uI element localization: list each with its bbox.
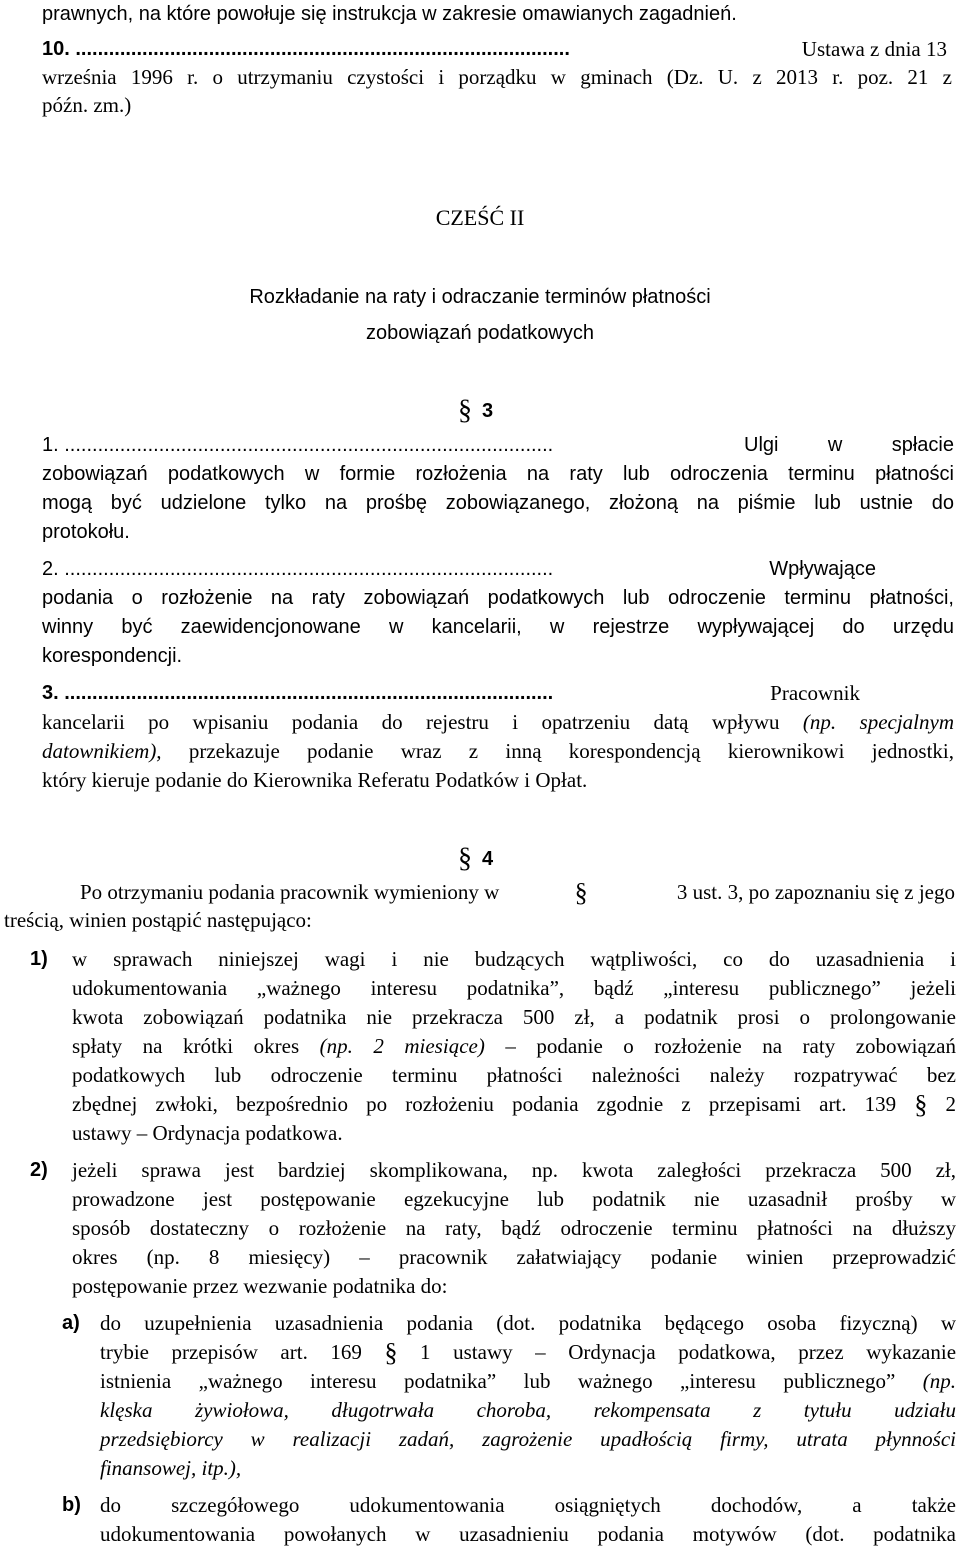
paragraph-number: 3. ........................................................................................ xyxy=(42,682,554,704)
text-line: winny być zaewidencjonowane w kancelarii, w rejestrze wypływającej do urzędu xyxy=(42,616,954,638)
list-marker: a) xyxy=(62,1312,80,1334)
list-marker: b) xyxy=(62,1494,81,1516)
intro-line: treścią, winien postąpić następująco: xyxy=(4,908,312,932)
text-line: datownikiem), przekazuje podanie wraz z inną korespondencją kierownikowi jednostki, xyxy=(42,739,954,763)
text-line: podania o rozłożenie na raty zobowiązań podatkowych lub odroczenie terminu płatności, xyxy=(42,587,954,609)
text-line: protokołu. xyxy=(42,521,130,543)
paragraph-2 xyxy=(42,557,876,581)
text-line: kancelarii po wpisaniu podania do rejestru i opatrzeniu datą wpływu (np. specjalnym xyxy=(42,710,954,734)
paragraph-text: Pracownik xyxy=(770,681,860,705)
list-marker: 1) xyxy=(30,948,48,970)
paragraph-3 xyxy=(42,681,860,705)
text-line: mogą być udzielone tylko na prośbę zobowiązanego, złożoną na piśmie lub ustnie do xyxy=(42,492,954,514)
text-line: sposób dostateczny o rozłożenie na raty, bądź odroczenie terminu płatności na dłuższy xyxy=(72,1216,956,1240)
section-sign-inline: § xyxy=(384,1338,398,1367)
text-line: postępowanie przez wezwanie podatnika do: xyxy=(72,1274,448,1298)
sub-item-a: do uzupełnienia uzasadnienia podania (dot. podatnika będącego osoba fizyczną) w xyxy=(100,1311,956,1335)
list-marker: 2) xyxy=(30,1159,48,1181)
section-sign-inline: § xyxy=(574,878,588,907)
text-line: prowadzone jest postępowanie egzekucyjne lub podatnik nie uzasadnił prośby w xyxy=(72,1187,956,1211)
list-item-10 xyxy=(42,37,947,61)
item-number: 10. ......................................................................................... xyxy=(42,38,570,60)
section-sign-inline: § xyxy=(914,1090,928,1119)
section-number: 4 xyxy=(482,848,494,870)
text-line: ustawy – Ordynacja podatkowa. xyxy=(72,1121,343,1145)
paragraph-text: Wpływające xyxy=(769,558,876,580)
text-line: przedsiębiorcy w realizacji zadań, zagrożenie upadłością firmy, utrata płynności xyxy=(100,1427,956,1451)
text-line: podatkowych lub odroczenie terminu płatności należności należy rozpatrywać bez xyxy=(72,1063,956,1087)
text-line: korespondencji. xyxy=(42,645,183,667)
part-title: Rozkładanie na raty i odraczanie terminów płatności xyxy=(249,286,711,308)
text-line: klęska żywiołowa, długotrwała choroba, rekompensata z tytułu udziału xyxy=(100,1398,956,1422)
text-line: zbędnej zwłoki, bezpośrednio po rozłożeniu podania zgodnie z przepisami art. 139 § 2 xyxy=(72,1090,957,1119)
text-line: września 1996 r. o utrzymaniu czystości i porządku w gminach (Dz. U. z 2013 r. poz. 21 z xyxy=(42,65,952,89)
text-line: istnienia „ważnego interesu podatnika” lub ważnego „interesu publicznego” (np. xyxy=(100,1369,957,1393)
item-text: Ustawa z dnia 13 xyxy=(801,37,947,61)
paragraph-text: Ulgi w spłacie xyxy=(744,434,954,456)
section-sign: § xyxy=(458,395,472,426)
text-line: który kieruje podanie do Kierownika Referatu Podatków i Opłat. xyxy=(42,768,588,792)
text-line: okres (np. 8 miesięcy) – pracownik załatwiający podanie winien przeprowadzić xyxy=(72,1245,956,1269)
intro-line: Po otrzymaniu podania pracownik wymieniony w § 3 ust. 3, po zapoznaniu się z jego xyxy=(80,878,955,907)
text-line: trybie przepisów art. 169 § 1 ustawy – Ordynacja podatkowa, przez wykazanie xyxy=(100,1338,957,1367)
text-line: późn. zm.) xyxy=(42,93,132,117)
text-line: finansowej, itp.), xyxy=(100,1456,242,1480)
paragraph-number: 2. ........................................................................................ xyxy=(42,558,554,580)
part-title-line2: zobowiązań podatkowych xyxy=(366,322,594,344)
text-line: spłaty na krótki okres (np. 2 miesiące) – podanie o rozłożenie na raty zobowiązań xyxy=(72,1034,956,1058)
paragraph-number: 1. ........................................................................................ xyxy=(42,434,554,456)
text-line: udokumentowania powołanych w uzasadnieniu podania motywów (dot. podatnika xyxy=(100,1522,956,1546)
list-item-2: jeżeli sprawa jest bardziej skomplikowana, np. kwota zaległości przekracza 500 zł, xyxy=(72,1158,956,1182)
text-line: zobowiązań podatkowych w formie rozłożenia na raty lub odroczenia terminu płatności xyxy=(42,463,954,485)
sub-item-b: do szczegółowego udokumentowania osiągniętych dochodów, a także xyxy=(100,1493,956,1517)
text-line: kwota zobowiązań podatnika nie przekracza 500 zł, a podatnik prosi o prolongowanie xyxy=(72,1005,956,1029)
paragraph-1 xyxy=(42,433,954,457)
list-item-1: w sprawach niniejszej wagi i nie budzących wątpliwości, co do uzasadnienia i xyxy=(72,947,956,971)
section-sign: § xyxy=(458,843,472,874)
text-line: udokumentowania „ważnego interesu podatnika”, bądź „interesu publicznego” jeżeli xyxy=(72,976,956,1000)
part-heading: CZEŚĆ II xyxy=(435,205,525,230)
text-line: prawnych, na które powołuje się instrukcja w zakresie omawianych zagadnień. xyxy=(42,3,737,25)
section-number: 3 xyxy=(482,400,494,422)
